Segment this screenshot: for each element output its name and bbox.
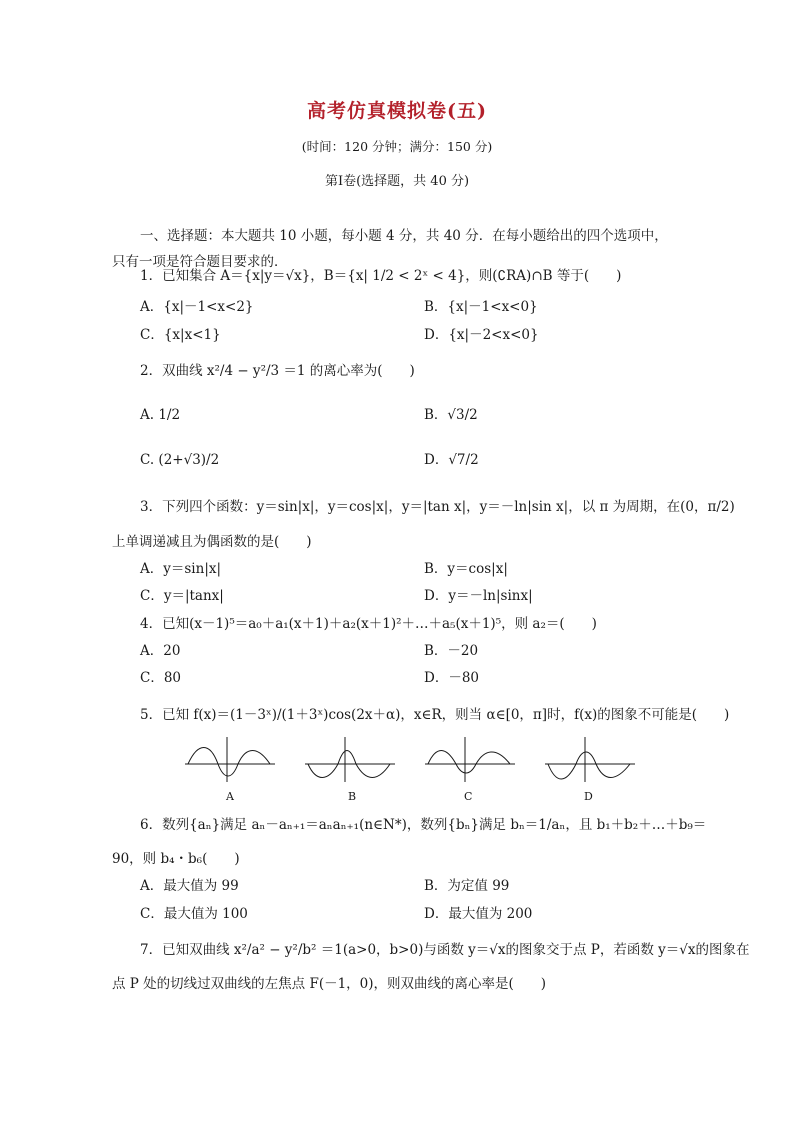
section-instruction-1: 一、选择题：本大题共 10 小题，每小题 4 分，共 40 分．在每小题给出的四个选项中， (140, 228, 668, 244)
q2-option-a: A. 1/2 (140, 407, 181, 423)
q3-option-b: B．y＝cos|x| (424, 561, 508, 577)
q4-option-c: C．80 (140, 670, 182, 686)
q2-option-c: C. (2+√3)/2 (140, 452, 220, 468)
question-5-stem: 5．已知 f(x)＝(1－3ˣ)/(1＋3ˣ)cos(2x＋α)，x∈R，则当 α∈[0，π]时，f(x)的图象不可能是( ) (140, 707, 730, 723)
exam-meta: (时间：120 分钟；满分：150 分) (301, 139, 493, 154)
q2-option-d: D．√7/2 (424, 452, 479, 468)
q4-option-d: D．－80 (424, 670, 480, 686)
page-title: 高考仿真模拟卷(五) (307, 100, 487, 122)
graph-c (425, 737, 515, 782)
q4-option-b: B．－20 (424, 643, 479, 659)
q1-option-a: A．{x|－1<x<2} (140, 299, 254, 315)
q4-option-a: A．20 (140, 643, 181, 659)
q6-option-a: A．最大值为 99 (140, 878, 239, 894)
question-1-text: 1．已知集合 A＝{x|y＝√x}，B＝{x| 1/2 < 2ˣ < 4}，则(∁RA)∩B 等于( ) (140, 268, 622, 284)
question-3-stem-1: 3．下列四个函数：y＝sin|x|，y＝cos|x|，y＝|tan x|，y＝－ln|sin x|，以 π 为周期，在(0，π/2) (140, 499, 735, 515)
graph-label-a: A (226, 790, 234, 803)
q1-option-c: C．{x|x<1} (140, 327, 221, 343)
section-instruction-2: 只有一项是符合题目要求的． (112, 254, 288, 270)
question-1-stem (140, 261, 621, 291)
question-7-stem-2: 点 P 处的切线过双曲线的左焦点 F(－1，0)，则双曲线的离心率是( ) (112, 976, 547, 992)
part-heading: 第Ⅰ卷(选择题，共 40 分) (324, 174, 470, 189)
graph-a (185, 737, 275, 782)
q1-option-b: B．{x|－1<x<0} (424, 299, 538, 315)
question-3-stem-2: 上单调递减且为偶函数的是( ) (112, 534, 312, 550)
question-6-stem-2: 90，则 b₄・b₆( ) (112, 851, 240, 867)
q2-option-b: B．√3/2 (424, 407, 478, 423)
q3-option-a: A．y＝sin|x| (140, 561, 222, 577)
q1-option-d: D．{x|－2<x<0} (424, 327, 539, 343)
q3-option-c: C．y＝|tanx| (140, 588, 224, 604)
question-4-stem: 4．已知(x－1)⁵＝a₀＋a₁(x＋1)＋a₂(x＋1)²＋…＋a₅(x＋1)⁵，则 a₂＝( ) (140, 616, 597, 632)
graph-label-c: C (464, 790, 473, 803)
graph-b (305, 737, 395, 782)
question-7-stem-1: 7．已知双曲线 x²/a² − y²/b² ＝1(a>0，b>0)与函数 y＝√x的图象交于点 P，若函数 y＝√x的图象在 (140, 942, 750, 958)
graph-label-b: B (348, 790, 357, 803)
graph-label-d: D (584, 790, 593, 803)
q6-option-c: C．最大值为 100 (140, 906, 248, 922)
graph-d (545, 737, 635, 782)
q3-option-d: D．y＝－ln|sinx| (424, 588, 533, 604)
question-6-stem-1: 6．数列{aₙ}满足 aₙ－aₙ₊₁＝aₙaₙ₊₁(n∈N*)，数列{bₙ}满足 bₙ＝1/aₙ，且 b₁＋b₂＋…＋b₉＝ (140, 817, 707, 833)
q6-option-b: B．为定值 99 (424, 878, 510, 894)
q6-option-d: D．最大值为 200 (424, 906, 533, 922)
question-2-stem: 2．双曲线 x²/4 − y²/3 ＝1 的离心率为( ) (140, 363, 415, 379)
q5-graph-options (180, 732, 640, 802)
